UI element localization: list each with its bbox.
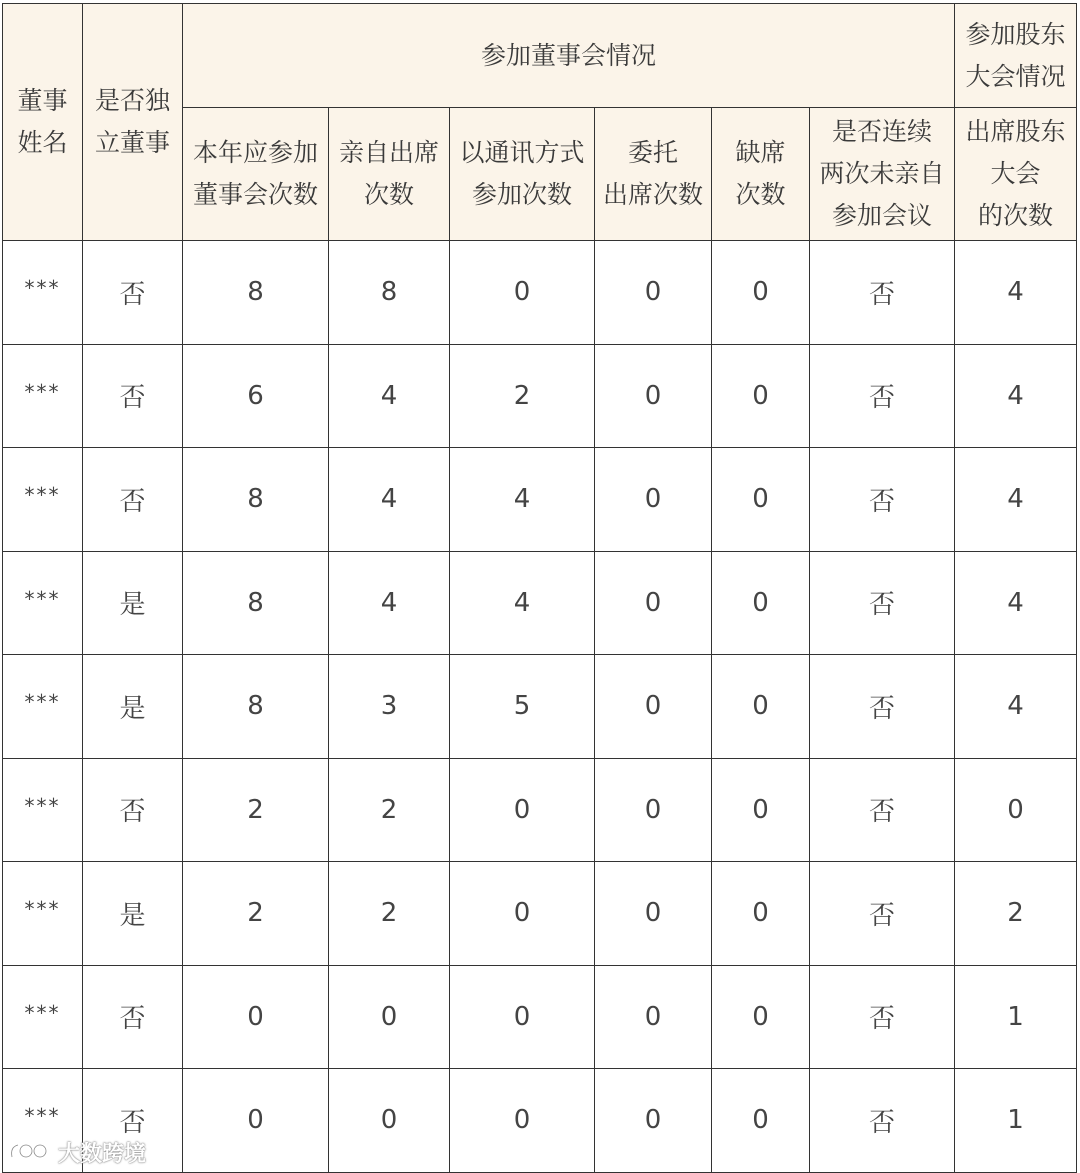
cell-consecutive-absence: 否 [810, 655, 955, 759]
cell-by-proxy: 0 [595, 551, 712, 655]
header-shareholder-meetings-group: 参加股东 大会情况 [955, 4, 1077, 108]
table-row [3, 965, 1077, 1069]
cell-by-proxy: 0 [595, 241, 712, 345]
header-consecutive-absence: 是否连续 两次未亲自 参加会议 [810, 108, 955, 241]
cell-shareholder-meetings: 4 [955, 655, 1077, 759]
cell-absent: 0 [712, 862, 810, 966]
cell-is-independent: 否 [83, 1069, 183, 1173]
cell-by-communication: 4 [450, 448, 595, 552]
watermark-logo-icon [8, 1139, 54, 1165]
cell-consecutive-absence: 否 [810, 758, 955, 862]
cell-consecutive-absence: 否 [810, 551, 955, 655]
cell-director-name: *** [3, 1069, 83, 1173]
watermark [8, 1136, 146, 1168]
cell-should-attend: 8 [183, 448, 329, 552]
cell-by-proxy: 0 [595, 965, 712, 1069]
cell-should-attend: 0 [183, 965, 329, 1069]
cell-director-name: *** [3, 758, 83, 862]
header-is-independent: 是否独 立董事 [83, 4, 183, 241]
table-row [3, 862, 1077, 966]
cell-director-name: *** [3, 655, 83, 759]
cell-by-proxy: 0 [595, 862, 712, 966]
cell-shareholder-meetings: 0 [955, 758, 1077, 862]
cell-by-communication: 0 [450, 758, 595, 862]
table-row [3, 758, 1077, 862]
table-row [3, 241, 1077, 345]
cell-by-communication: 4 [450, 551, 595, 655]
cell-in-person: 2 [329, 862, 450, 966]
cell-should-attend: 8 [183, 241, 329, 345]
cell-director-name: *** [3, 448, 83, 552]
table-row [3, 1069, 1077, 1173]
header-by-communication: 以通讯方式 参加次数 [450, 108, 595, 241]
cell-absent: 0 [712, 758, 810, 862]
cell-director-name: *** [3, 344, 83, 448]
header-absent: 缺席 次数 [712, 108, 810, 241]
cell-is-independent: 是 [83, 862, 183, 966]
cell-absent: 0 [712, 241, 810, 345]
table-row [3, 448, 1077, 552]
cell-is-independent: 否 [83, 241, 183, 345]
cell-in-person: 4 [329, 344, 450, 448]
cell-consecutive-absence: 否 [810, 448, 955, 552]
cell-by-proxy: 0 [595, 448, 712, 552]
header-shareholder-meetings-count: 出席股东 大会 的次数 [955, 108, 1077, 241]
cell-in-person: 4 [329, 448, 450, 552]
cell-in-person: 0 [329, 965, 450, 1069]
cell-shareholder-meetings: 1 [955, 965, 1077, 1069]
cell-should-attend: 2 [183, 862, 329, 966]
cell-is-independent: 否 [83, 344, 183, 448]
cell-by-communication: 0 [450, 1069, 595, 1173]
header-in-person: 亲自出席 次数 [329, 108, 450, 241]
cell-by-proxy: 0 [595, 758, 712, 862]
cell-absent: 0 [712, 655, 810, 759]
cell-consecutive-absence: 否 [810, 241, 955, 345]
cell-director-name: *** [3, 862, 83, 966]
cell-consecutive-absence: 否 [810, 965, 955, 1069]
cell-in-person: 0 [329, 1069, 450, 1173]
table-header [3, 4, 1077, 241]
table-row [3, 344, 1077, 448]
cell-consecutive-absence: 否 [810, 862, 955, 966]
cell-by-communication: 0 [450, 862, 595, 966]
cell-should-attend: 8 [183, 551, 329, 655]
cell-director-name: *** [3, 965, 83, 1069]
cell-shareholder-meetings: 4 [955, 551, 1077, 655]
header-by-proxy: 委托 出席次数 [595, 108, 712, 241]
cell-shareholder-meetings: 4 [955, 241, 1077, 345]
cell-should-attend: 6 [183, 344, 329, 448]
table-row [3, 551, 1077, 655]
board-attendance-table [2, 3, 1077, 1173]
cell-by-communication: 5 [450, 655, 595, 759]
cell-by-communication: 0 [450, 241, 595, 345]
cell-in-person: 8 [329, 241, 450, 345]
cell-by-communication: 0 [450, 965, 595, 1069]
cell-should-attend: 0 [183, 1069, 329, 1173]
header-should-attend: 本年应参加 董事会次数 [183, 108, 329, 241]
header-director-name: 董事 姓名 [3, 4, 83, 241]
cell-shareholder-meetings: 4 [955, 344, 1077, 448]
cell-director-name: *** [3, 551, 83, 655]
watermark-text: 大数跨境 [58, 1141, 147, 1167]
cell-is-independent: 是 [83, 655, 183, 759]
table-row [3, 655, 1077, 759]
cell-absent: 0 [712, 1069, 810, 1173]
cell-shareholder-meetings: 1 [955, 1069, 1077, 1173]
cell-consecutive-absence: 否 [810, 1069, 955, 1173]
cell-absent: 0 [712, 344, 810, 448]
header-board-meetings-group: 参加董事会情况 [183, 4, 955, 108]
cell-director-name: *** [3, 241, 83, 345]
cell-shareholder-meetings: 4 [955, 448, 1077, 552]
cell-by-proxy: 0 [595, 344, 712, 448]
cell-absent: 0 [712, 448, 810, 552]
cell-absent: 0 [712, 965, 810, 1069]
cell-should-attend: 2 [183, 758, 329, 862]
cell-is-independent: 否 [83, 758, 183, 862]
cell-shareholder-meetings: 2 [955, 862, 1077, 966]
cell-is-independent: 否 [83, 448, 183, 552]
cell-by-proxy: 0 [595, 655, 712, 759]
cell-absent: 0 [712, 551, 810, 655]
cell-in-person: 2 [329, 758, 450, 862]
cell-consecutive-absence: 否 [810, 344, 955, 448]
cell-in-person: 3 [329, 655, 450, 759]
cell-in-person: 4 [329, 551, 450, 655]
cell-by-communication: 2 [450, 344, 595, 448]
table-body [3, 241, 1077, 1173]
cell-is-independent: 是 [83, 551, 183, 655]
cell-is-independent: 否 [83, 965, 183, 1069]
cell-should-attend: 8 [183, 655, 329, 759]
cell-by-proxy: 0 [595, 1069, 712, 1173]
